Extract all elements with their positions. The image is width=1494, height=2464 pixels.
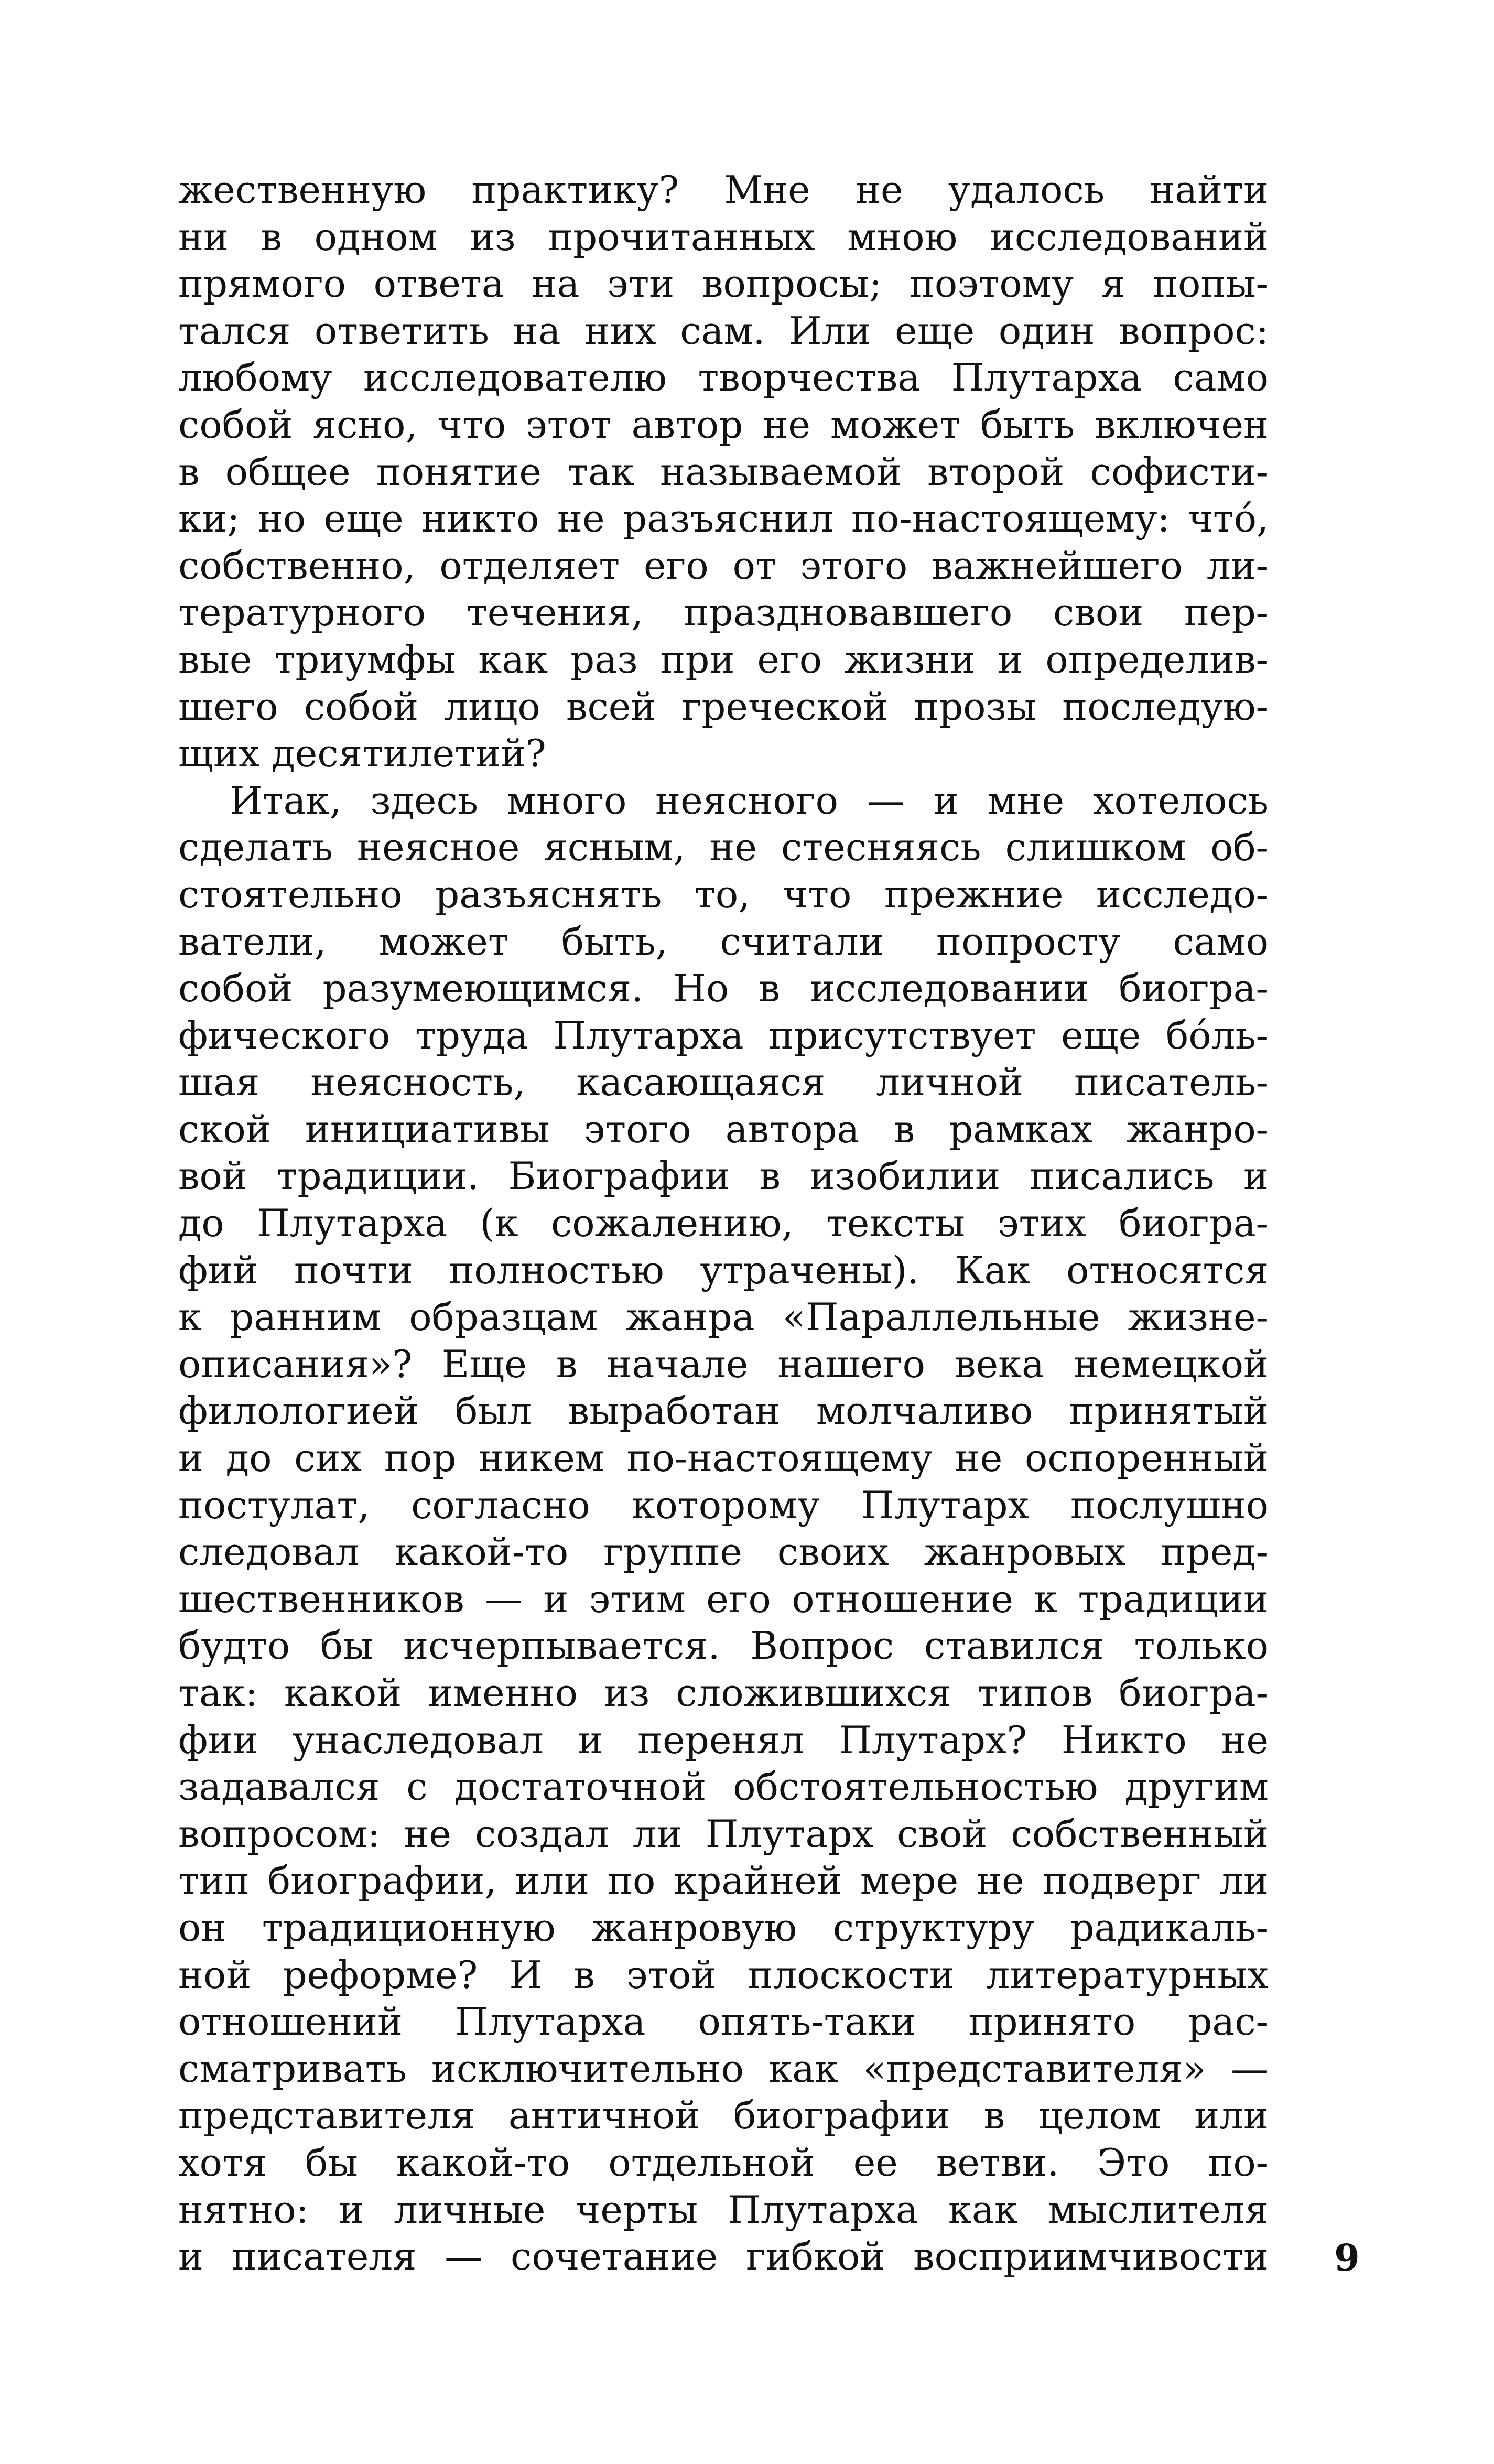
text-line: стоятельно разъяснять то, что прежние исследо- (178, 872, 1269, 916)
text-line: и писателя — сочетание гибкой восприимчивости (178, 2234, 1269, 2279)
text-line: фий почти полностью утрачены). Как относятся (178, 1248, 1269, 1292)
text-line: собственно, отделяет его от этого важнейшего ли- (178, 543, 1269, 588)
text-line: сматривать исключительно как «представителя» — (178, 2046, 1269, 2091)
text-line: следовал какой-то группе своих жанровых пред- (178, 1530, 1269, 1574)
text-line: шего собой лицо всей греческой прозы последую- (178, 684, 1269, 729)
text-line: собой ясно, что этот автор не может быть включен (178, 402, 1269, 447)
text-line: шественников — и этим его отношение к традиции (178, 1576, 1269, 1621)
text-line: сделать неясное ясным, не стесняясь слишком об- (178, 825, 1269, 870)
text-line: он традиционную жанровую структуру радикаль- (178, 1905, 1269, 1950)
text-line: нятно: и личные черты Плутарха как мыслителя (178, 2187, 1269, 2232)
page-number: 9 (1334, 2236, 1360, 2279)
text-line: ки; но еще никто не разъяснил по-настоящему: чтó, (178, 496, 1269, 541)
text-line: любому исследователю творчества Плутарха само (178, 355, 1269, 400)
text-line: отношений Плутарха опять-таки принято рас- (178, 2000, 1269, 2044)
text-line: тип биографии, или по крайней мере не подверг ли (178, 1858, 1269, 1903)
text-line: вой традиции. Биографии в изобилии писались и (178, 1154, 1269, 1198)
text-line: представителя античной биографии в целом или (178, 2093, 1269, 2138)
text-line: прямого ответа на эти вопросы; поэтому я попы- (178, 262, 1269, 306)
text-line: задавался с достаточной обстоятельностью другим (178, 1765, 1269, 1809)
text-line: филологией был выработан молчаливо принятый (178, 1389, 1269, 1433)
body-text (178, 167, 1269, 2281)
text-line: ной реформе? И в этой плоскости литературных (178, 1952, 1269, 1997)
text-line: фического труда Плутарха присутствует еще бóль- (178, 1013, 1269, 1057)
text-line: ской инициативы этого автора в рамках жанро- (178, 1107, 1269, 1151)
text-line: к ранним образцам жанра «Параллельные жизне- (178, 1295, 1269, 1339)
text-line: собой разумеющимся. Но в исследовании биогра- (178, 966, 1269, 1011)
text-line: до Плутарха (к сожалению, тексты этих биогра- (178, 1201, 1269, 1246)
text-line: так: какой именно из сложившихся типов биогра- (178, 1671, 1269, 1715)
text-line: хотя бы какой-то отдельной ее ветви. Это по- (178, 2140, 1269, 2185)
text-line: постулат, согласно которому Плутарх послушно (178, 1483, 1269, 1527)
text-line: и до сих пор никем по-настоящему не оспоренный (178, 1436, 1269, 1480)
text-line: вые триумфы как раз при его жизни и определив- (178, 637, 1269, 682)
text-line: будто бы исчерпывается. Вопрос ставился только (178, 1624, 1269, 1668)
text-line: в общее понятие так называемой второй софисти- (178, 449, 1269, 494)
text-line: шая неясность, касающаяся личной писатель- (178, 1060, 1269, 1105)
text-line: вопросом: не создал ли Плутарх свой собственный (178, 1811, 1269, 1856)
text-line: Итак, здесь много неясного — и мне хотелось (230, 778, 1269, 823)
text-line: описания»? Еще в начале нашего века немецкой (178, 1342, 1269, 1386)
text-line: ватели, может быть, считали попросту само (178, 919, 1269, 964)
text-line: ни в одном из прочитанных мною исследований (178, 214, 1269, 259)
text-line: щих десятилетий? (178, 731, 546, 776)
text-line: жественную практику? Мне не удалось найти (178, 168, 1269, 212)
text-line: тературного течения, праздновавшего свои пер- (178, 590, 1269, 635)
text-line: тался ответить на них сам. Или еще один вопрос: (178, 308, 1269, 353)
text-line: фии унаследовал и перенял Плутарх? Никто не (178, 1717, 1269, 1762)
